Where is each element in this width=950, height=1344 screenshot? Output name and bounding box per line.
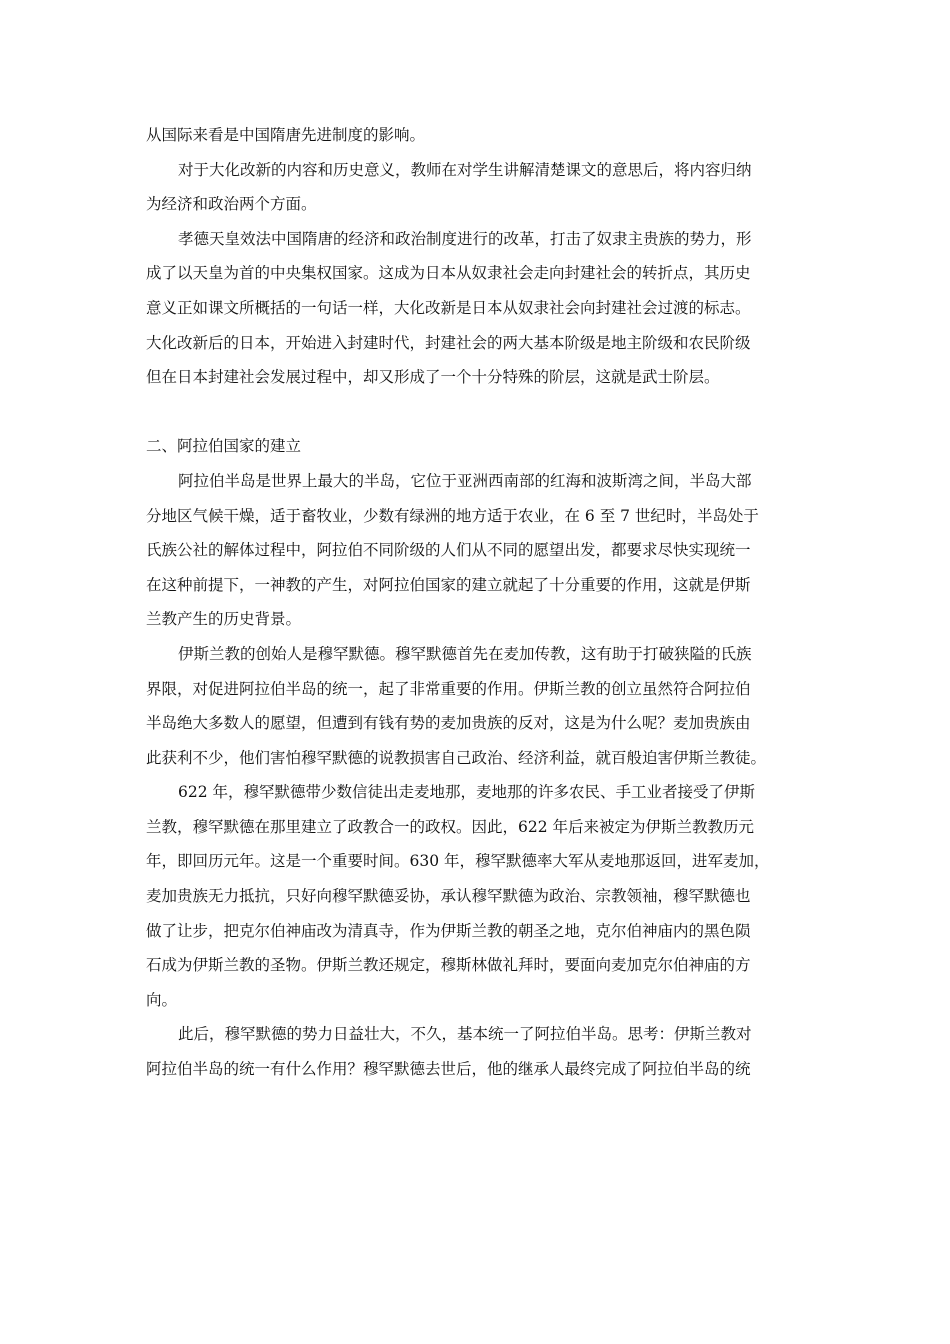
text-line: 阿拉伯半岛的统一有什么作用？穆罕默德去世后，他的继承人最终完成了阿拉伯半岛的统 [146,1060,751,1079]
text-line: 孝德天皇效法中国隋唐的经济和政治制度进行的改革，打击了奴隶主贵族的势力，形 [178,229,752,248]
text-line: 对于大化改新的内容和历史意义，教师在对学生讲解清楚课文的意思后，将内容归纳 [178,160,752,179]
text-line: 在这种前提下，一神教的产生，对阿拉伯国家的建立就起了十分重要的作用，这就是伊斯 [146,575,751,594]
text-line: 麦加贵族无力抵抗，只好向穆罕默德妥协，承认穆罕默德为政治、宗教领袖，穆罕默德也 [146,887,751,906]
text-line: 为经济和政治两个方面。 [146,195,317,214]
text-line: 此获利不少，他们害怕穆罕默德的说教损害自己政治、经济利益，就百般迫害伊斯兰教徒。 [146,748,767,767]
text-line: 意义正如课文所概括的一句话一样，大化改新是日本从奴隶社会向封建社会过渡的标志。 [146,298,751,317]
text-line: 622 年，穆罕默德带少数信徒出走麦地那，麦地那的许多农民、手工业者接受了伊斯 [178,783,756,802]
section-heading: 二、阿拉伯国家的建立 [146,437,302,456]
text-line: 界限，对促进阿拉伯半岛的统一，起了非常重要的作用。伊斯兰教的创立虽然符合阿拉伯 [146,679,751,698]
text-line: 兰教产生的历史背景。 [146,610,302,629]
text-line: 成了以天皇为首的中央集权国家。这成为日本从奴隶社会走向封建社会的转折点，其历史 [146,264,751,283]
text-line: 但在日本封建社会发展过程中，却又形成了一个十分特殊的阶层，这就是武士阶层。 [146,368,720,387]
text-line: 半岛绝大多数人的愿望，但遭到有钱有势的麦加贵族的反对，这是为什么呢？麦加贵族由 [146,714,751,733]
text-line: 分地区气候干燥，适于畜牧业，少数有绿洲的地方适于农业，在 6 至 7 世纪时，半岛处于 [146,506,759,525]
text-line: 向。 [146,990,178,1009]
text-line: 做了让步，把克尔伯神庙改为清真寺，作为伊斯兰教的朝圣之地，克尔伯神庙内的黑色陨 [146,921,751,940]
text-line: 氏族公社的解体过程中，阿拉伯不同阶级的人们从不同的愿望出发，都要求尽快实现统一 [146,541,751,560]
text-line: 此后，穆罕默德的势力日益壮大，不久，基本统一了阿拉伯半岛。思考：伊斯兰教对 [178,1025,752,1044]
text-line: 兰教，穆罕默德在那里建立了政教合一的政权。因此，622 年后来被定为伊斯兰教教历元 [146,817,755,836]
document-body [146,118,816,1087]
blank-line [146,395,816,430]
text-line: 大化改新后的日本，开始进入封建时代，封建社会的两大基本阶级是地主阶级和农民阶级 [146,333,751,352]
text-line: 阿拉伯半岛是世界上最大的半岛，它位于亚洲西南部的红海和波斯湾之间，半岛大部 [178,471,752,490]
text-line: 伊斯兰教的创始人是穆罕默德。穆罕默德首先在麦加传教，这有助于打破狭隘的氏族 [178,644,752,663]
text-line: 从国际来看是中国隋唐先进制度的影响。 [146,126,426,144]
text-line: 年，即回历元年。这是一个重要时间。630 年，穆罕默德率大军从麦地那返回，进军麦加， [146,852,770,871]
text-line: 石成为伊斯兰教的圣物。伊斯兰教还规定，穆斯林做礼拜时，要面向麦加克尔伯神庙的方 [146,956,751,975]
